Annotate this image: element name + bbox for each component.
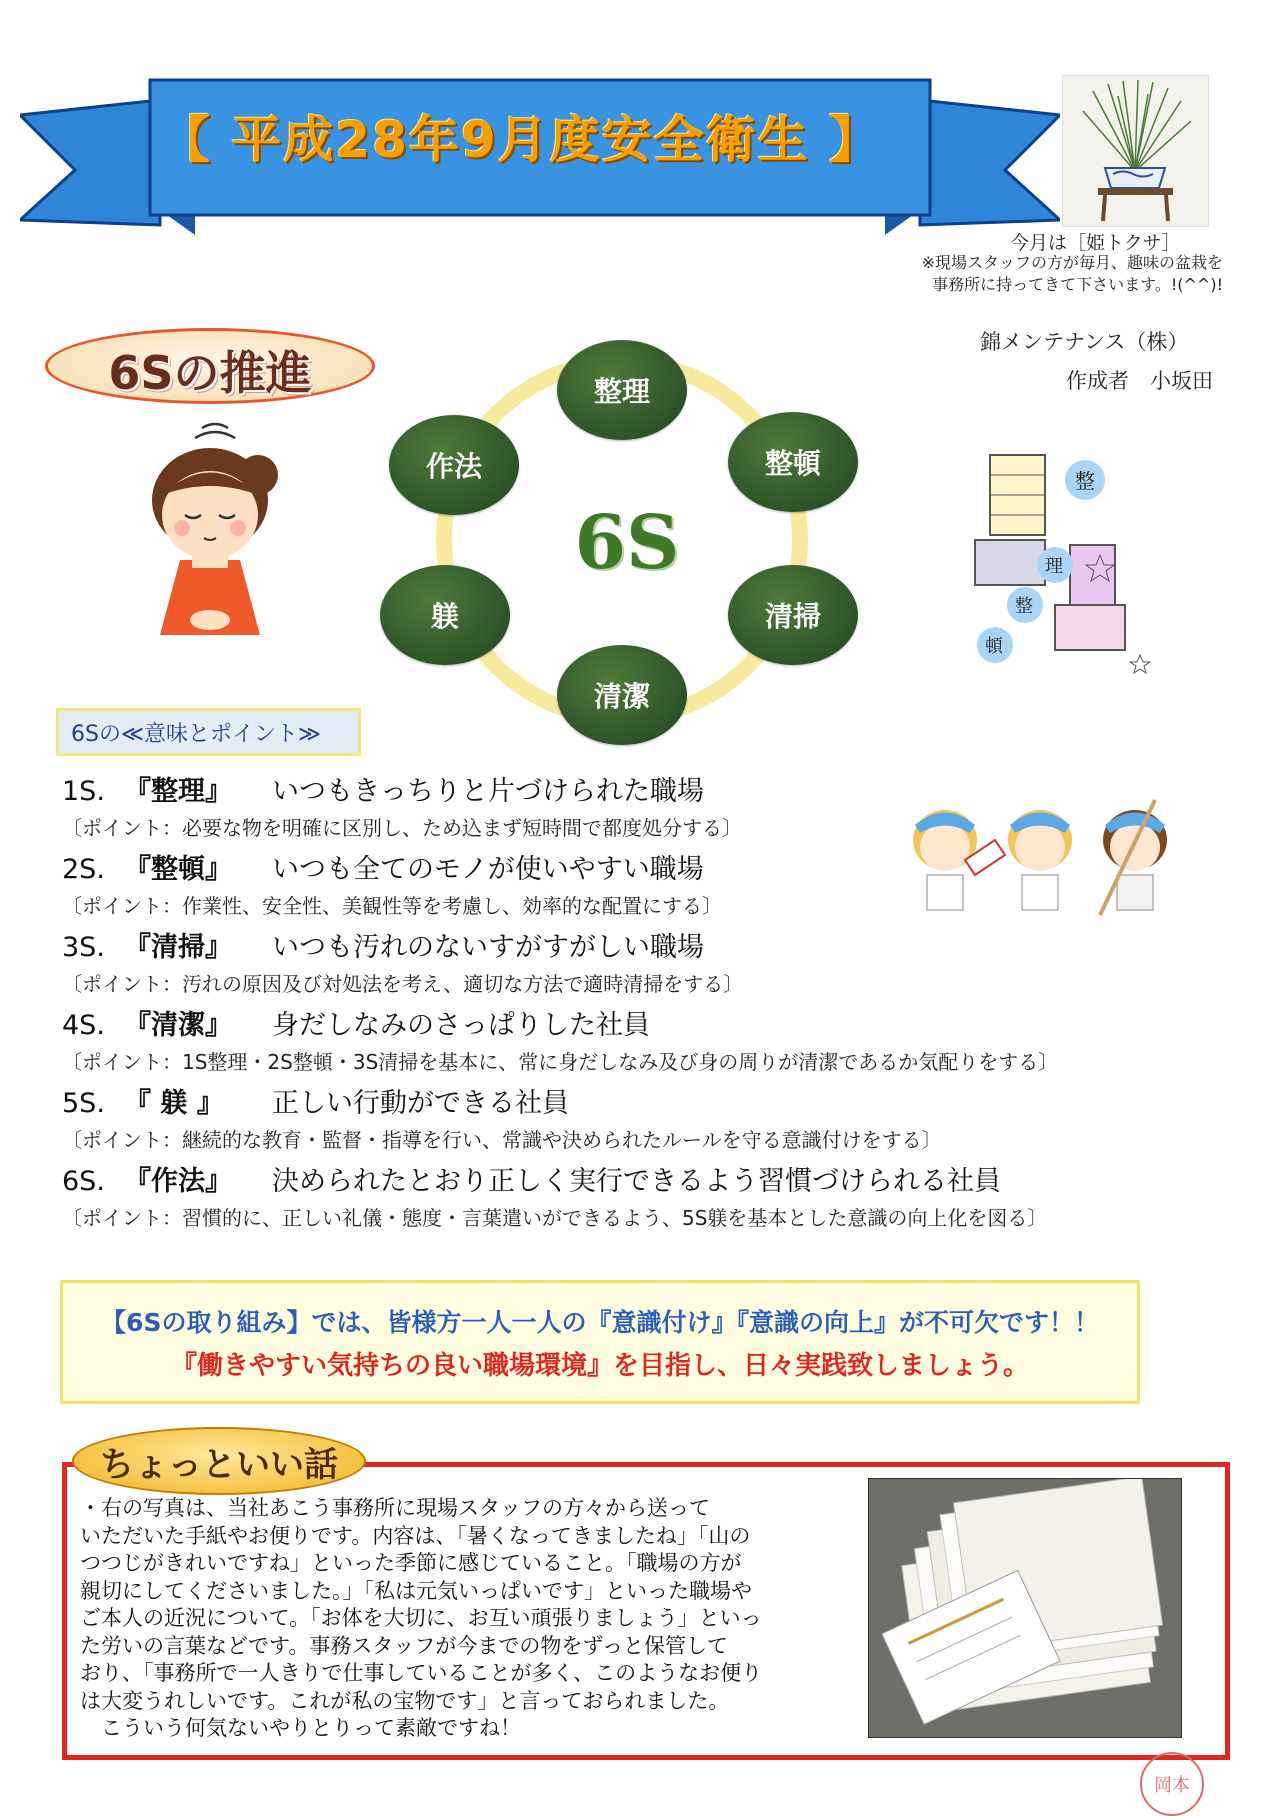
story-line: いただいた手紙やお便りです。内容は、「暑くなってきましたね」「山の: [80, 1523, 751, 1548]
item-name: 『整頓』: [124, 854, 232, 885]
company-name: 錦メンテナンス（株）: [980, 330, 1189, 354]
six-s-center-label: 6S: [574, 500, 680, 586]
story-line: つつじがきれいですね」といった季節に感じていること。「職場の方が: [80, 1551, 742, 1575]
story-heading: ちょっといい話: [72, 1427, 366, 1495]
item-number: 2S.: [62, 854, 105, 885]
six-s-item: [62, 1006, 1232, 1078]
node-seiso: 清掃: [728, 565, 858, 665]
item-name: 『作法』: [124, 1166, 232, 1197]
story-line: ご本人の近況について。「お体を大切に、お互い頑張りましょう」といっ: [80, 1606, 762, 1630]
item-description: いつも汚れのないすがすがしい職場: [272, 932, 704, 963]
svg-text:理: 理: [1045, 556, 1063, 577]
six-s-item: [62, 850, 1232, 922]
item-number: 5S.: [62, 1088, 105, 1119]
approval-stamp: 岡本: [1140, 1752, 1204, 1816]
item-name: 『 躾 』: [124, 1088, 224, 1119]
callout-box: [60, 1280, 1140, 1404]
node-saho: 作法: [389, 415, 519, 515]
callout-line: 【6Sの取り組み】では、皆様方一人一人の『意識付け』『意識の向上』が不可欠です！！: [101, 1308, 1099, 1337]
item-name: 『整理』: [124, 776, 232, 807]
node-shitsuke: 躾: [380, 565, 510, 665]
item-name: 『清掃』: [124, 932, 232, 963]
svg-text:頓: 頓: [985, 636, 1003, 657]
six-s-item: [62, 1162, 1232, 1234]
node-seiton: 整頓: [728, 412, 858, 512]
item-description: 身だしなみのさっぱりした社員: [272, 1010, 650, 1041]
item-number: 6S.: [62, 1166, 105, 1197]
item-name: 『清潔』: [124, 1010, 232, 1041]
item-description: 決められたとおり正しく実行できるよう習慣づけられる社員: [272, 1166, 1001, 1197]
item-point: 〔ポイント：継続的な教育・監督・指導を行い、常識や決められたルールを守る意識付けをする〕: [62, 1128, 942, 1152]
six-s-item: [62, 1084, 1232, 1156]
plant-note-line: 事務所に持ってきて下さいます。!(^^)!: [932, 275, 1223, 294]
plant-note-line: ※現場スタッフの方が毎月、趣味の盆栽を: [921, 253, 1223, 272]
section-heading-text: 6Sの推進: [108, 346, 312, 400]
node-seiketsu: 清潔: [557, 645, 687, 745]
item-number: 4S.: [62, 1010, 105, 1041]
author-name: 作成者 小坂田: [1066, 369, 1213, 393]
six-s-items: [62, 772, 1232, 1240]
organizing-illustration: [970, 445, 1170, 675]
svg-text:整: 整: [1015, 596, 1033, 617]
story-line: 親切にしてくださいました。」「私は元気いっぱいです」といった職場や: [80, 1578, 752, 1603]
callout-line: 『働きやすい気持ちの良い職場環境』を目指し、日々実践致しましょう。: [170, 1351, 1029, 1381]
section-heading: [45, 328, 375, 404]
story-line: た労いの言葉などです。事務スタッフが今までの物をずっと保管して: [80, 1633, 729, 1658]
banner-title: 【 平成28年9月度安全衛生 】: [160, 111, 882, 169]
story-text: [80, 1495, 850, 1743]
item-number: 1S.: [62, 776, 105, 807]
six-s-item: [62, 772, 1232, 844]
story-line: こういう何気ないやりとりって素敵ですね！: [80, 1716, 521, 1740]
meaning-label: 6Sの≪意味とポイント≫: [56, 708, 361, 756]
story-line: ・右の写真は、当社あこう事務所に現場スタッフの方々から送って: [80, 1496, 710, 1520]
item-point: 〔ポイント：習慣的に、正しい礼儀・態度・言葉遣いができるよう、5S躾を基本とした意識の向上化を図る〕: [62, 1206, 1048, 1230]
plant-caption: 今月は［姫トクサ］: [1010, 232, 1181, 254]
item-description: いつも全てのモノが使いやすい職場: [272, 854, 704, 885]
item-point: 〔ポイント：作業性、安全性、美観性等を考慮し、効率的な配置にする〕: [62, 894, 722, 918]
item-description: 正しい行動ができる社員: [272, 1088, 569, 1119]
bowing-girl-illustration: [140, 420, 290, 640]
letters-photo: [868, 1478, 1182, 1738]
item-description: いつもきっちりと片づけられた職場: [272, 776, 704, 807]
svg-text:整: 整: [1075, 469, 1095, 493]
plant-photo: [1062, 75, 1209, 227]
item-number: 3S.: [62, 932, 105, 963]
story-line: おり、「事務所で一人きりで仕事していることが多く、このようなお便り: [80, 1661, 763, 1685]
node-seiri: 整理: [557, 340, 687, 440]
item-point: 〔ポイント：必要な物を明確に区別し、ため込まず短時間で都度処分する〕: [62, 816, 742, 840]
plant-note: [878, 252, 1223, 296]
story-line: は大変うれしいです。これが私の宝物です」と言っておられました。: [80, 1688, 730, 1713]
six-s-item: [62, 928, 1232, 1000]
item-point: 〔ポイント：1S整理・2S整頓・3S清掃を基本に、常に身だしなみ及び身の周りが清潔であるか気配りをする〕: [62, 1050, 1059, 1074]
item-point: 〔ポイント：汚れの原因及び対処法を考え、適切な方法で適時清掃をする〕: [62, 972, 744, 996]
